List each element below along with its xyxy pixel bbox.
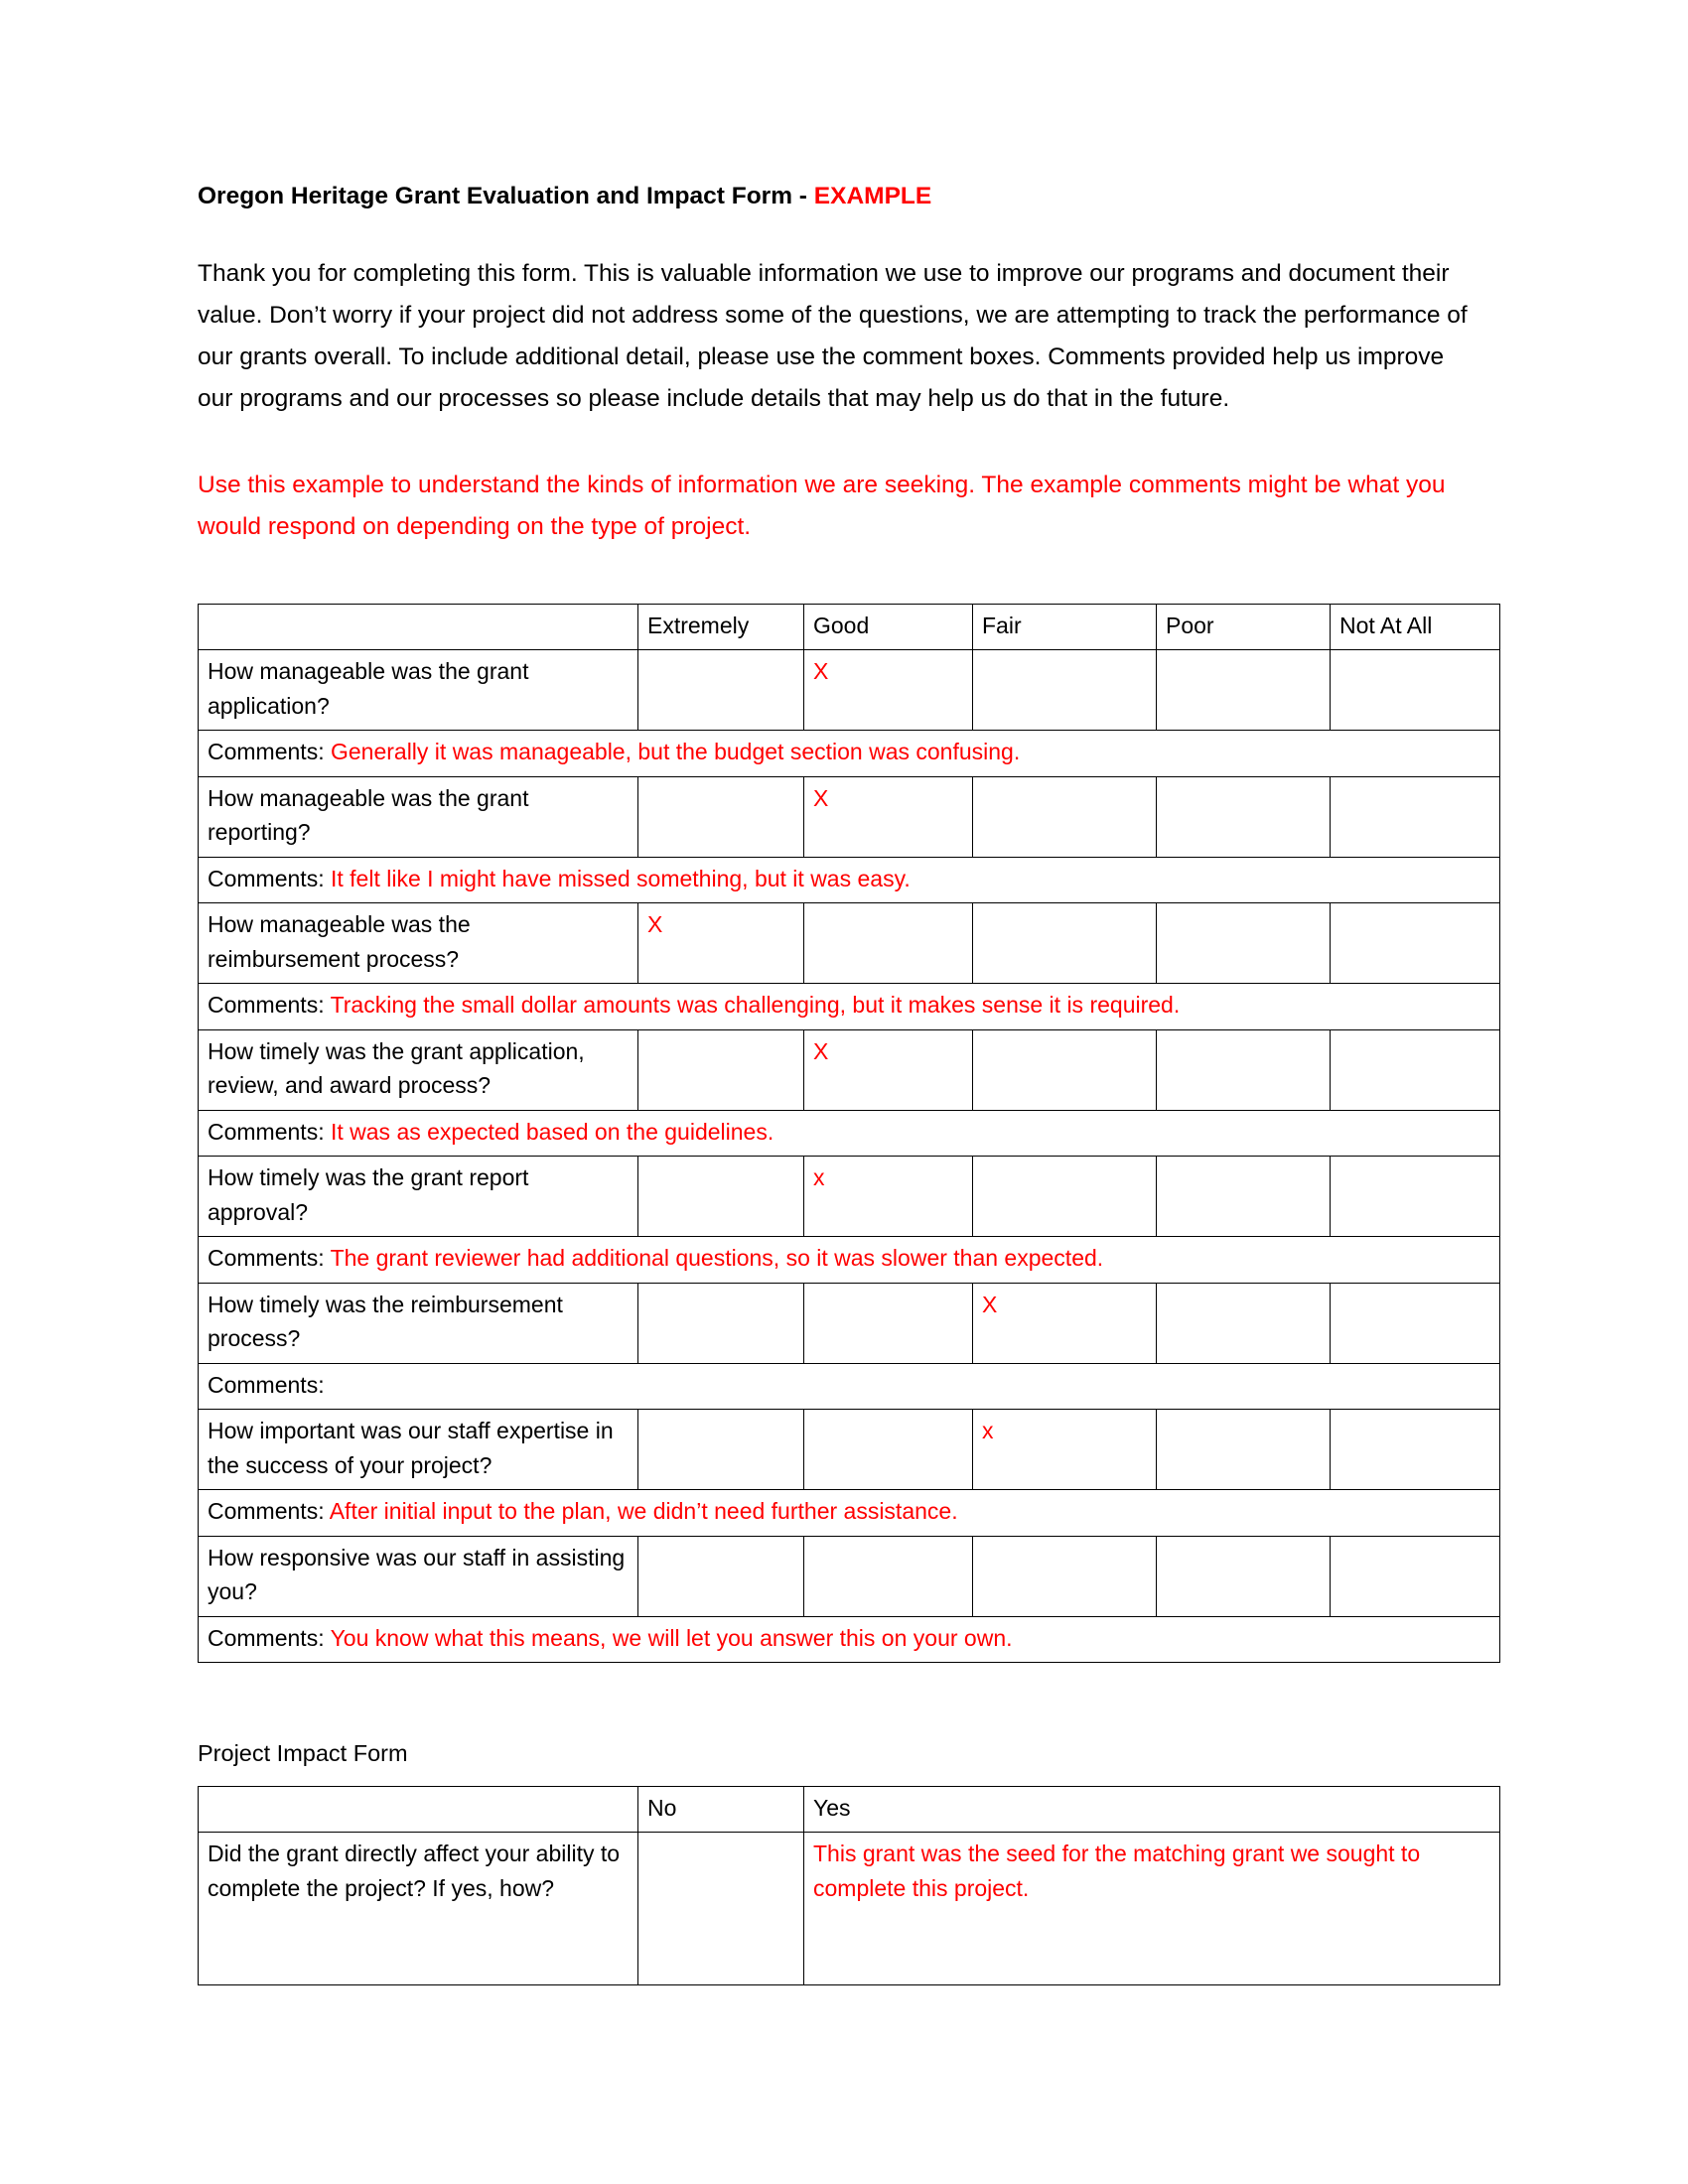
rating-cell-good[interactable]: X bbox=[804, 1029, 973, 1110]
comment-text: Generally it was manageable, but the budget section was confusing. bbox=[330, 739, 1021, 764]
rating-cell-extremely[interactable]: X bbox=[638, 903, 804, 984]
rating-cell-poor[interactable] bbox=[1157, 776, 1331, 857]
comment-text: After initial input to the plan, we didn’t need further assistance. bbox=[329, 1498, 958, 1524]
impact-header-row bbox=[199, 1786, 1500, 1833]
header-cell-poor: Poor bbox=[1157, 604, 1331, 650]
table-row bbox=[199, 650, 1500, 731]
rating-cell-poor[interactable] bbox=[1157, 1029, 1331, 1110]
rating-cell-fair[interactable] bbox=[973, 1536, 1157, 1616]
page-title bbox=[198, 185, 1480, 209]
rating-cell-extremely[interactable] bbox=[638, 776, 804, 857]
example-note-paragraph: Use this example to understand the kinds of information we are seeking. The example comments might be what you would respond on depending on the type of project. bbox=[198, 471, 1446, 540]
table-row bbox=[199, 903, 1500, 984]
table-row bbox=[199, 1157, 1500, 1237]
rating-cell-not-at-all[interactable] bbox=[1331, 903, 1500, 984]
rating-cell-poor[interactable] bbox=[1157, 1283, 1331, 1363]
comment-row bbox=[199, 731, 1500, 777]
header-cell-extremely: Extremely bbox=[638, 604, 804, 650]
header-cell-fair: Fair bbox=[973, 604, 1157, 650]
rating-cell-good[interactable] bbox=[804, 1283, 973, 1363]
question-cell: How timely was the reimbursement process? bbox=[199, 1283, 638, 1363]
comment-text: The grant reviewer had additional questions, so it was slower than expected. bbox=[330, 1245, 1104, 1271]
comment-row bbox=[199, 984, 1500, 1030]
rating-cell-good[interactable] bbox=[804, 1410, 973, 1490]
rating-cell-extremely[interactable] bbox=[638, 1029, 804, 1110]
comment-label: Comments: bbox=[208, 1371, 325, 1398]
impact-table bbox=[198, 1786, 1500, 1986]
rating-cell-fair[interactable]: X bbox=[973, 1283, 1157, 1363]
comment-row bbox=[199, 1237, 1500, 1284]
rating-cell-fair[interactable] bbox=[973, 1157, 1157, 1237]
question-cell: How important was our staff expertise in the success of your project? bbox=[199, 1410, 638, 1490]
rating-cell-fair[interactable] bbox=[973, 1029, 1157, 1110]
rating-cell-good[interactable] bbox=[804, 1536, 973, 1616]
comment-cell[interactable] bbox=[199, 1616, 1500, 1663]
spacer bbox=[198, 1766, 1480, 1786]
rating-cell-extremely[interactable] bbox=[638, 1536, 804, 1616]
comment-row bbox=[199, 1616, 1500, 1663]
rating-cell-poor[interactable] bbox=[1157, 1410, 1331, 1490]
comment-cell[interactable] bbox=[199, 1363, 1500, 1410]
comment-text: It felt like I might have missed something, but it was easy. bbox=[330, 865, 911, 891]
spacer bbox=[198, 1663, 1480, 1742]
rating-cell-good[interactable]: X bbox=[804, 650, 973, 731]
impact-question-cell: Did the grant directly affect your ability to complete the project? If yes, how? bbox=[199, 1833, 638, 1985]
comment-label: Comments: bbox=[208, 1498, 330, 1524]
comment-label: Comments: bbox=[208, 739, 331, 764]
rating-cell-extremely[interactable] bbox=[638, 1157, 804, 1237]
evaluation-table bbox=[198, 604, 1500, 1664]
rating-cell-fair[interactable] bbox=[973, 776, 1157, 857]
question-cell: How timely was the grant application, review, and award process? bbox=[199, 1029, 638, 1110]
comment-label: Comments: bbox=[208, 865, 331, 891]
comment-row bbox=[199, 857, 1500, 903]
rating-cell-not-at-all[interactable] bbox=[1331, 1157, 1500, 1237]
table-row bbox=[199, 1029, 1500, 1110]
question-cell: How manageable was the reimbursement process? bbox=[199, 903, 638, 984]
header-cell-good: Good bbox=[804, 604, 973, 650]
impact-header-yes: Yes bbox=[804, 1786, 1500, 1833]
page-title-main: Oregon Heritage Grant Evaluation and Impact Form - bbox=[198, 183, 814, 209]
rating-cell-extremely[interactable] bbox=[638, 650, 804, 731]
impact-section-heading: Project Impact Form bbox=[198, 1740, 408, 1766]
impact-header-no: No bbox=[638, 1786, 804, 1833]
rating-cell-poor[interactable] bbox=[1157, 1157, 1331, 1237]
spacer bbox=[198, 420, 1480, 465]
rating-cell-good[interactable] bbox=[804, 903, 973, 984]
comment-cell[interactable] bbox=[199, 1237, 1500, 1284]
impact-no-cell[interactable] bbox=[638, 1833, 804, 1985]
comment-label: Comments: bbox=[208, 1624, 331, 1651]
rating-cell-poor[interactable] bbox=[1157, 650, 1331, 731]
comment-cell[interactable] bbox=[199, 1110, 1500, 1157]
comment-label: Comments: bbox=[208, 992, 331, 1018]
rating-cell-extremely[interactable] bbox=[638, 1283, 804, 1363]
header-cell-question bbox=[199, 604, 638, 650]
comment-label: Comments: bbox=[208, 1118, 331, 1145]
comment-cell[interactable] bbox=[199, 1490, 1500, 1537]
rating-cell-not-at-all[interactable] bbox=[1331, 1410, 1500, 1490]
document-body bbox=[198, 185, 1480, 1985]
question-cell: How manageable was the grant application? bbox=[199, 650, 638, 731]
comment-row bbox=[199, 1110, 1500, 1157]
comment-label: Comments: bbox=[208, 1245, 331, 1271]
question-cell: How timely was the grant report approval? bbox=[199, 1157, 638, 1237]
rating-cell-fair[interactable] bbox=[973, 903, 1157, 984]
impact-row bbox=[199, 1833, 1500, 1985]
comment-row bbox=[199, 1490, 1500, 1537]
rating-cell-fair[interactable] bbox=[973, 650, 1157, 731]
table-header-row bbox=[199, 604, 1500, 650]
rating-cell-fair[interactable]: x bbox=[973, 1410, 1157, 1490]
impact-header-question bbox=[199, 1786, 638, 1833]
comment-row bbox=[199, 1363, 1500, 1410]
rating-cell-not-at-all[interactable] bbox=[1331, 1283, 1500, 1363]
rating-cell-extremely[interactable] bbox=[638, 1410, 804, 1490]
comment-cell[interactable] bbox=[199, 731, 1500, 777]
spacer bbox=[198, 209, 1480, 253]
rating-cell-not-at-all[interactable] bbox=[1331, 1536, 1500, 1616]
comment-cell[interactable] bbox=[199, 984, 1500, 1030]
intro-paragraph: Thank you for completing this form. This is valuable information we use to improve our programs and document their value. Don’t worry if your project did not address some of the questions, we are attempting to track the performance of our grants overall. To include additional detail, please use the comment boxes. Comments provided help us improve our programs and our processes so please include details that may help us do that in the future. bbox=[198, 259, 1468, 412]
comment-cell[interactable] bbox=[199, 857, 1500, 903]
question-cell: How manageable was the grant reporting? bbox=[199, 776, 638, 857]
rating-cell-good[interactable]: x bbox=[804, 1157, 973, 1237]
question-cell: How responsive was our staff in assisting you? bbox=[199, 1536, 638, 1616]
header-cell-not-at-all: Not At All bbox=[1331, 604, 1500, 650]
page-title-example-tag: EXAMPLE bbox=[813, 183, 932, 209]
table-row bbox=[199, 776, 1500, 857]
comment-text: Tracking the small dollar amounts was challenging, but it makes sense it is required. bbox=[330, 992, 1181, 1018]
impact-yes-cell[interactable]: This grant was the seed for the matching grant we sought to complete this project. bbox=[804, 1833, 1500, 1985]
rating-cell-not-at-all[interactable] bbox=[1331, 650, 1500, 731]
rating-cell-not-at-all[interactable] bbox=[1331, 1029, 1500, 1110]
rating-cell-not-at-all[interactable] bbox=[1331, 776, 1500, 857]
table-row bbox=[199, 1283, 1500, 1363]
rating-cell-poor[interactable] bbox=[1157, 1536, 1331, 1616]
table-row bbox=[199, 1536, 1500, 1616]
comment-text: It was as expected based on the guidelines. bbox=[330, 1118, 774, 1145]
comment-text: You know what this means, we will let you answer this on your own. bbox=[330, 1624, 1013, 1651]
rating-cell-poor[interactable] bbox=[1157, 903, 1331, 984]
rating-cell-good[interactable]: X bbox=[804, 776, 973, 857]
table-row bbox=[199, 1410, 1500, 1490]
spacer bbox=[198, 548, 1480, 604]
